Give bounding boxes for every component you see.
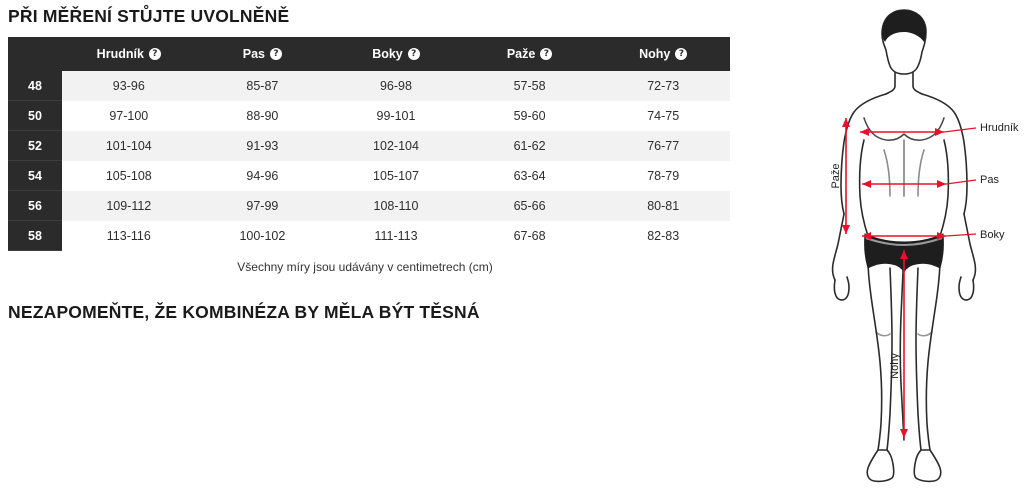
cell-paze: 61-62 (463, 131, 597, 161)
cell-pas: 85-87 (196, 71, 330, 101)
cell-hrudnik: 113-116 (62, 221, 196, 251)
column-header-pas (196, 37, 330, 71)
column-label-paze: Paže (506, 47, 536, 61)
cell-hrudnik: 109-112 (62, 191, 196, 221)
hips-leader (946, 234, 976, 236)
column-header-paze (463, 37, 597, 71)
cell-nohy: 82-83 (596, 221, 730, 251)
table-row (8, 71, 730, 101)
cell-pas: 88-90 (196, 101, 330, 131)
cell-boky: 96-98 (329, 71, 463, 101)
row-size-label: 58 (8, 221, 62, 251)
help-icon-pas[interactable]: ? (270, 48, 282, 60)
label-nohy: Nohy (889, 353, 901, 379)
label-boky: Boky (980, 229, 1005, 241)
cell-pas: 94-96 (196, 161, 330, 191)
arrow-heads (842, 118, 946, 438)
column-header-boky (329, 37, 463, 71)
cell-boky: 102-104 (329, 131, 463, 161)
cell-nohy: 76-77 (596, 131, 730, 161)
cell-paze: 65-66 (463, 191, 597, 221)
cell-boky: 99-101 (329, 101, 463, 131)
table-row (8, 101, 730, 131)
cell-nohy: 78-79 (596, 161, 730, 191)
cell-paze: 67-68 (463, 221, 597, 251)
table-row (8, 131, 730, 161)
help-icon-paze[interactable]: ? (540, 48, 552, 60)
size-table-header (8, 37, 730, 71)
waist-leader (946, 180, 976, 184)
waist-arrow-left (862, 180, 871, 188)
leg-arrow-bottom (900, 429, 908, 438)
cell-boky: 111-113 (329, 221, 463, 251)
help-icon-nohy[interactable]: ? (675, 48, 687, 60)
column-header-nohy (596, 37, 730, 71)
cell-boky: 108-110 (329, 191, 463, 221)
row-size-label: 52 (8, 131, 62, 161)
row-size-label: 54 (8, 161, 62, 191)
size-table-body (8, 71, 730, 251)
column-label-pas: Pas (242, 47, 266, 61)
row-size-label: 48 (8, 71, 62, 101)
label-pas: Pas (980, 174, 999, 186)
table-row (8, 191, 730, 221)
cell-paze: 59-60 (463, 101, 597, 131)
cell-hrudnik: 105-108 (62, 161, 196, 191)
cell-pas: 97-99 (196, 191, 330, 221)
label-paze: Paže (830, 163, 842, 189)
size-table (8, 37, 730, 251)
cell-nohy: 74-75 (596, 101, 730, 131)
column-header-hrudnik (62, 37, 196, 71)
cell-hrudnik: 97-100 (62, 101, 196, 131)
column-label-boky: Boky (372, 47, 403, 61)
column-label-nohy: Nohy (639, 47, 671, 61)
row-size-label: 56 (8, 191, 62, 221)
help-icon-boky[interactable]: ? (408, 48, 420, 60)
cell-hrudnik: 93-96 (62, 71, 196, 101)
column-label-hrudnik: Hrudník (96, 47, 144, 61)
page-title: PŘI MĚŘENÍ STŮJTE UVOLNĚNĚ (8, 6, 290, 26)
waist-arrow-right (937, 180, 946, 188)
fit-reminder-heading: NEZAPOMEŇTE, ŽE KOMBINÉZA BY MĚLA BÝT TĚSNÁ (8, 302, 480, 322)
cell-pas: 100-102 (196, 221, 330, 251)
cell-paze: 57-58 (463, 71, 597, 101)
table-corner-cell (8, 37, 62, 71)
cell-pas: 91-93 (196, 131, 330, 161)
cell-hrudnik: 101-104 (62, 131, 196, 161)
measurement-figure (780, 0, 1024, 496)
table-row (8, 221, 730, 251)
help-icon-hrudnik[interactable]: ? (149, 48, 161, 60)
table-row (8, 161, 730, 191)
cell-boky: 105-107 (329, 161, 463, 191)
body-diagram-svg (780, 0, 1024, 496)
cell-paze: 63-64 (463, 161, 597, 191)
cell-nohy: 72-73 (596, 71, 730, 101)
arm-arrow-bottom (842, 225, 850, 234)
cell-nohy: 80-81 (596, 191, 730, 221)
units-note: Všechny míry jsou udávány v centimetrech (cm) (237, 260, 493, 274)
label-hrudnik: Hrudník (980, 122, 1019, 134)
chest-arrow-left (860, 128, 869, 136)
row-size-label: 50 (8, 101, 62, 131)
table-header-row (8, 37, 730, 71)
chest-leader (944, 128, 976, 132)
measurement-arrows (846, 118, 976, 438)
